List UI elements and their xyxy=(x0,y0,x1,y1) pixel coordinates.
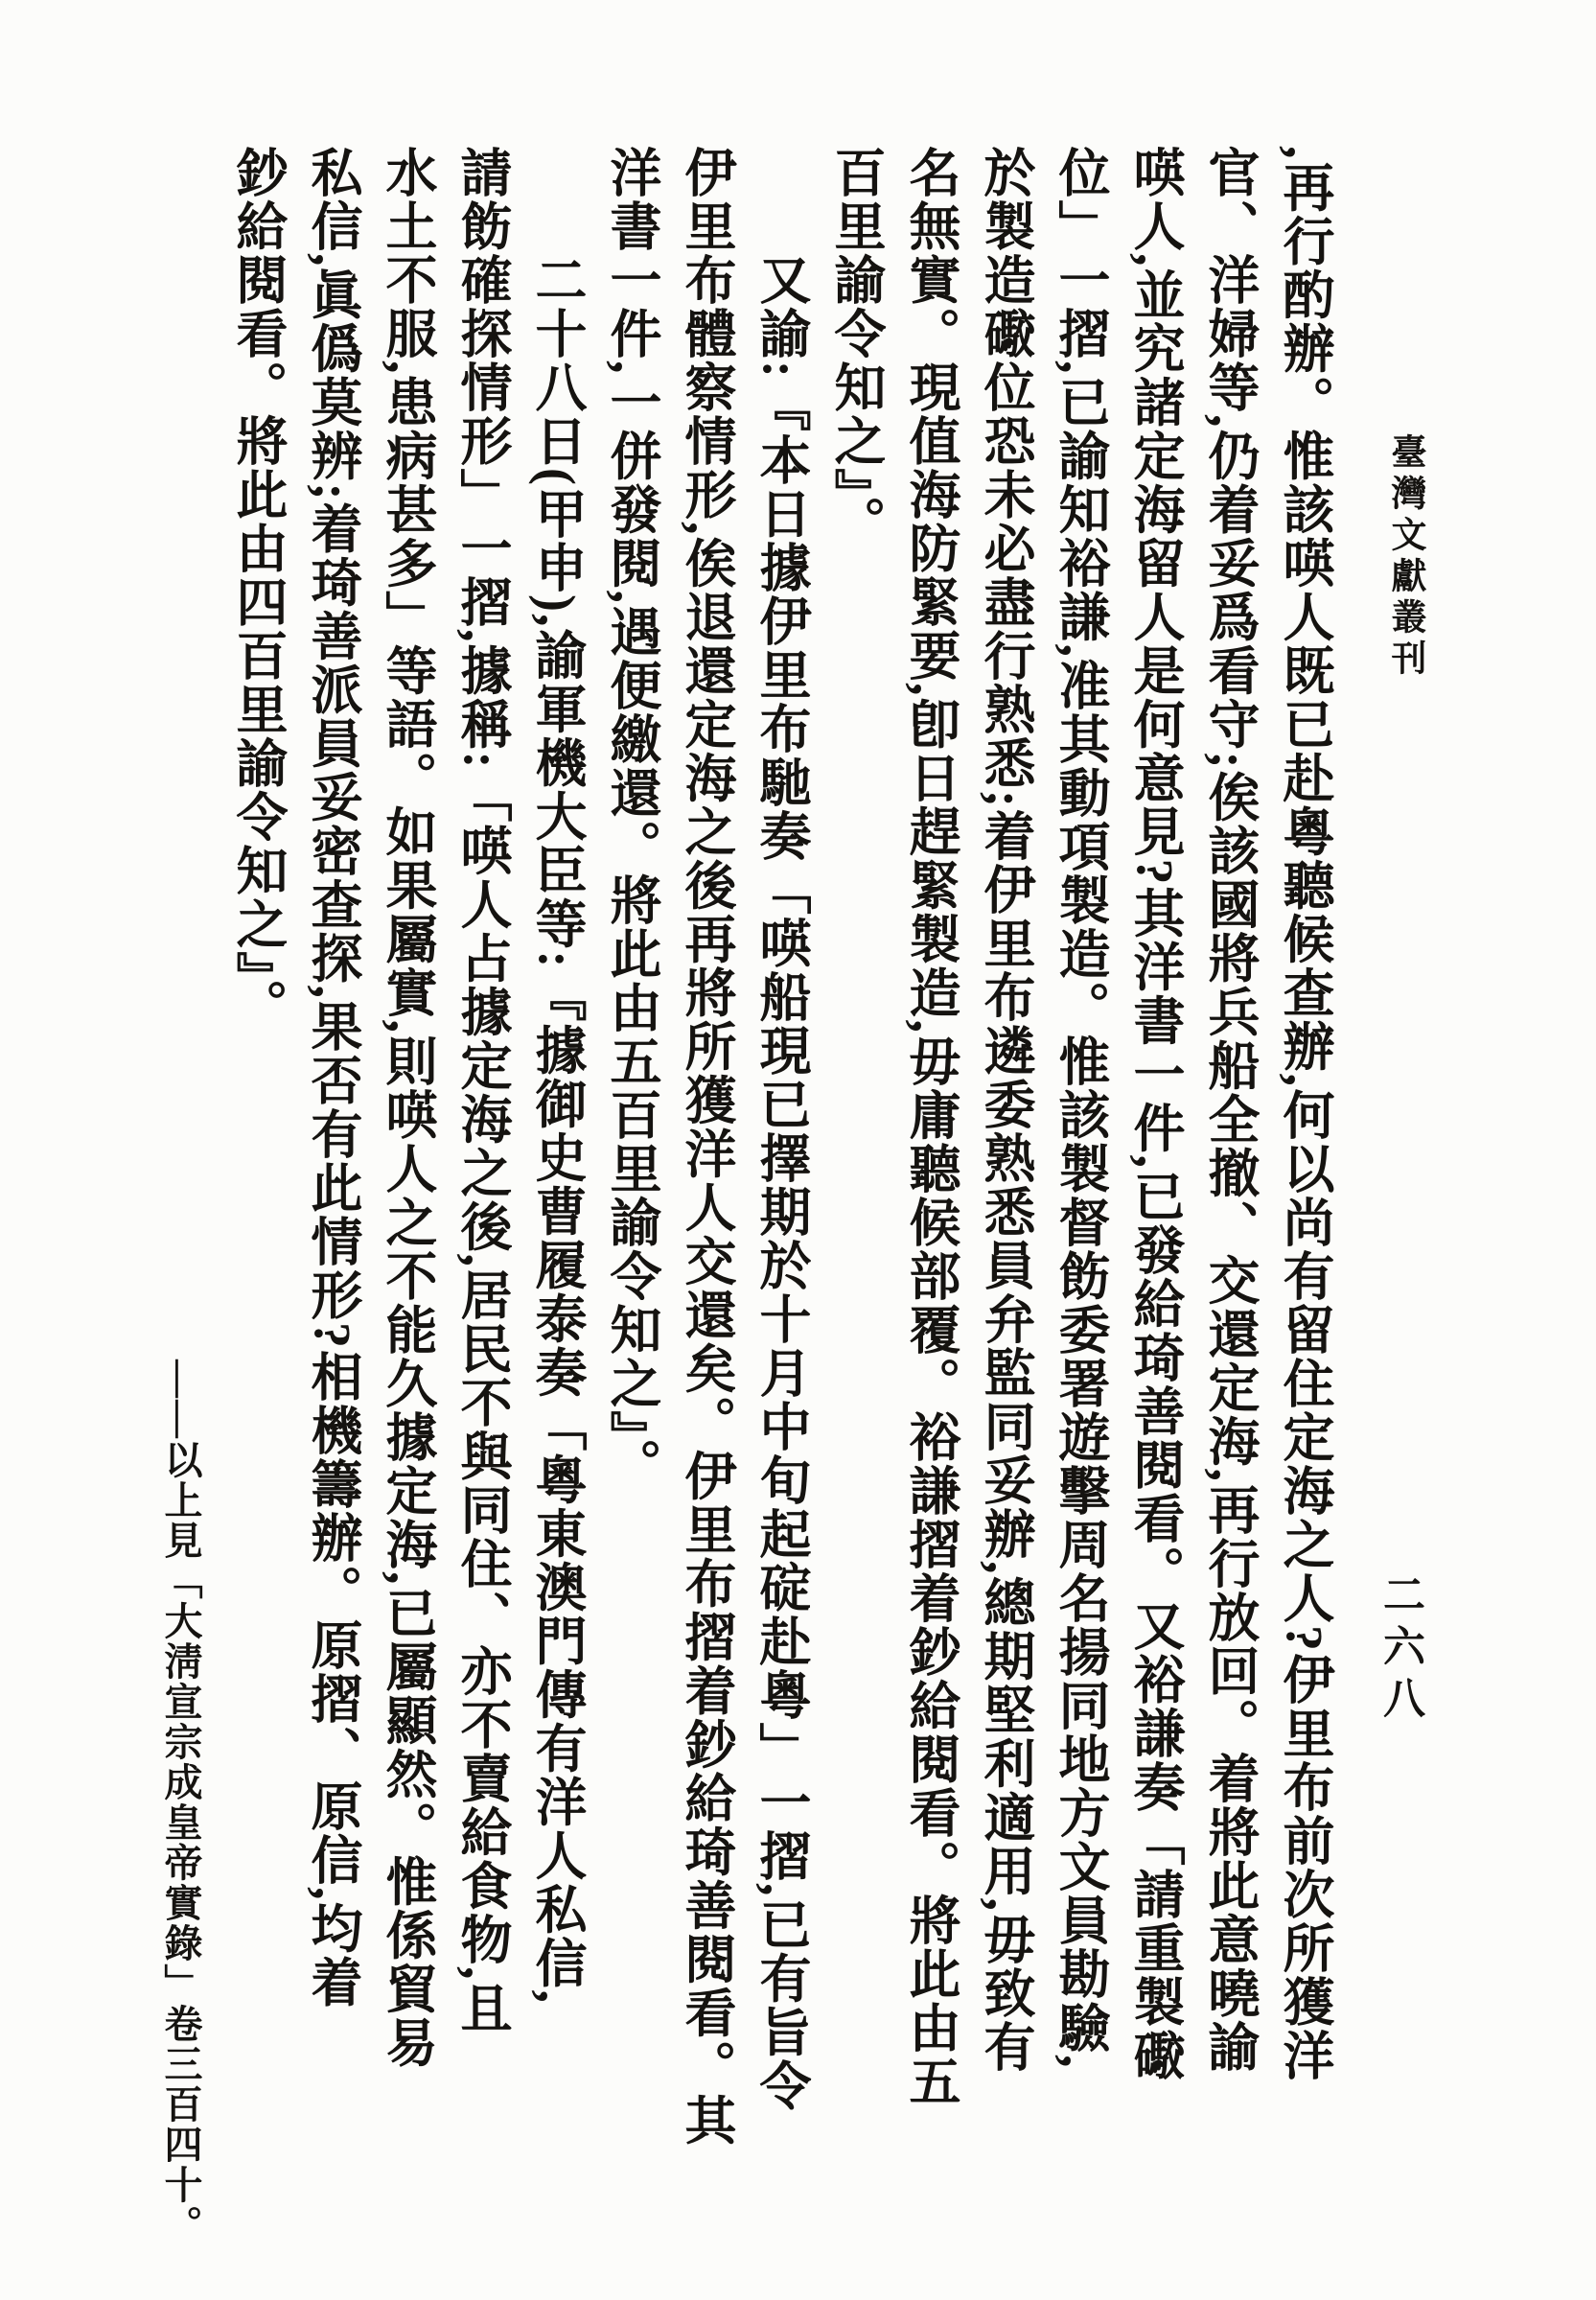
text-column: 二十八日(甲申),諭軍機大臣等:『據御史曹履泰奏「粵東澳門傳有洋人私信, xyxy=(528,253,586,2005)
text-column: 水土不服,患病甚多」等語。如果屬實,則𠸄人之不能久據定海,已屬顯然。惟係貿易 xyxy=(379,146,436,2070)
text-column: 洋書一件,一併發閱,遇便繳還。將此由五百里諭令知之』。 xyxy=(603,146,660,1492)
text-column: 位」一摺,已諭知裕謙,准其動項製造。惟該製督飭委署遊擊周名揚同地方文員勘驗, xyxy=(1052,146,1109,2070)
text-column: ,再行酌辦。惟該𠸄人既已赴粵聽候查辦,何以尚有留住定海之人?伊里布前次所獲洋 xyxy=(1276,146,1333,2082)
text-column: 請飭確探情形」一摺,據稱:「𠸄人占據定海之後,居民不與同住、亦不賣給食物,且 xyxy=(453,146,511,2035)
text-column: 百里諭令知之』。 xyxy=(827,146,885,549)
text-column: 官、洋婦等,仍着妥爲看守;俟該國將兵船全撤、交還定海,再行放回。着將此意曉諭 xyxy=(1201,146,1259,2074)
text-column: 私信,眞僞莫辨;着琦善派員妥密查探,果否有此情形?相機籌辦。原摺、原信,均着 xyxy=(304,146,361,2010)
text-column: 於製造礮位恐未必盡行熟悉;着伊里布遴委熟悉員弁監同妥辦,總期堅利適用,毋致有 xyxy=(977,146,1034,2074)
text-body xyxy=(220,146,1342,2300)
text-column: 鈔給閱看。將此由四百里諭令知之』。 xyxy=(229,146,287,1033)
text-column: 伊里布體察情形,俟退還定海之後再將所獲洋人交還矣。伊里布摺着鈔給琦善閱看。其 xyxy=(678,146,735,2148)
series-title: 臺灣文獻叢刊 xyxy=(1385,433,1424,681)
text-column: 𠸄人,並究諸定海留人是何意見?其洋書一件,已發給琦善閱看。又裕謙奏「請重製礮 xyxy=(1126,146,1184,2082)
text-column: 名無實。現值海防緊要,卽日趕緊製造,毋庸聽候部覆。裕謙摺着鈔給閱看。將此由五 xyxy=(902,146,960,2108)
source-citation: ——以上見「大淸宣宗成皇帝實錄」卷三百四十。 xyxy=(159,1359,202,2245)
text-column: 又諭:『本日據伊里布馳奏「𠸄船現已擇期於十月中旬起碇赴粵」一摺,已有旨令 xyxy=(752,253,810,2113)
page-number: 二六八 xyxy=(1376,1572,1423,1728)
